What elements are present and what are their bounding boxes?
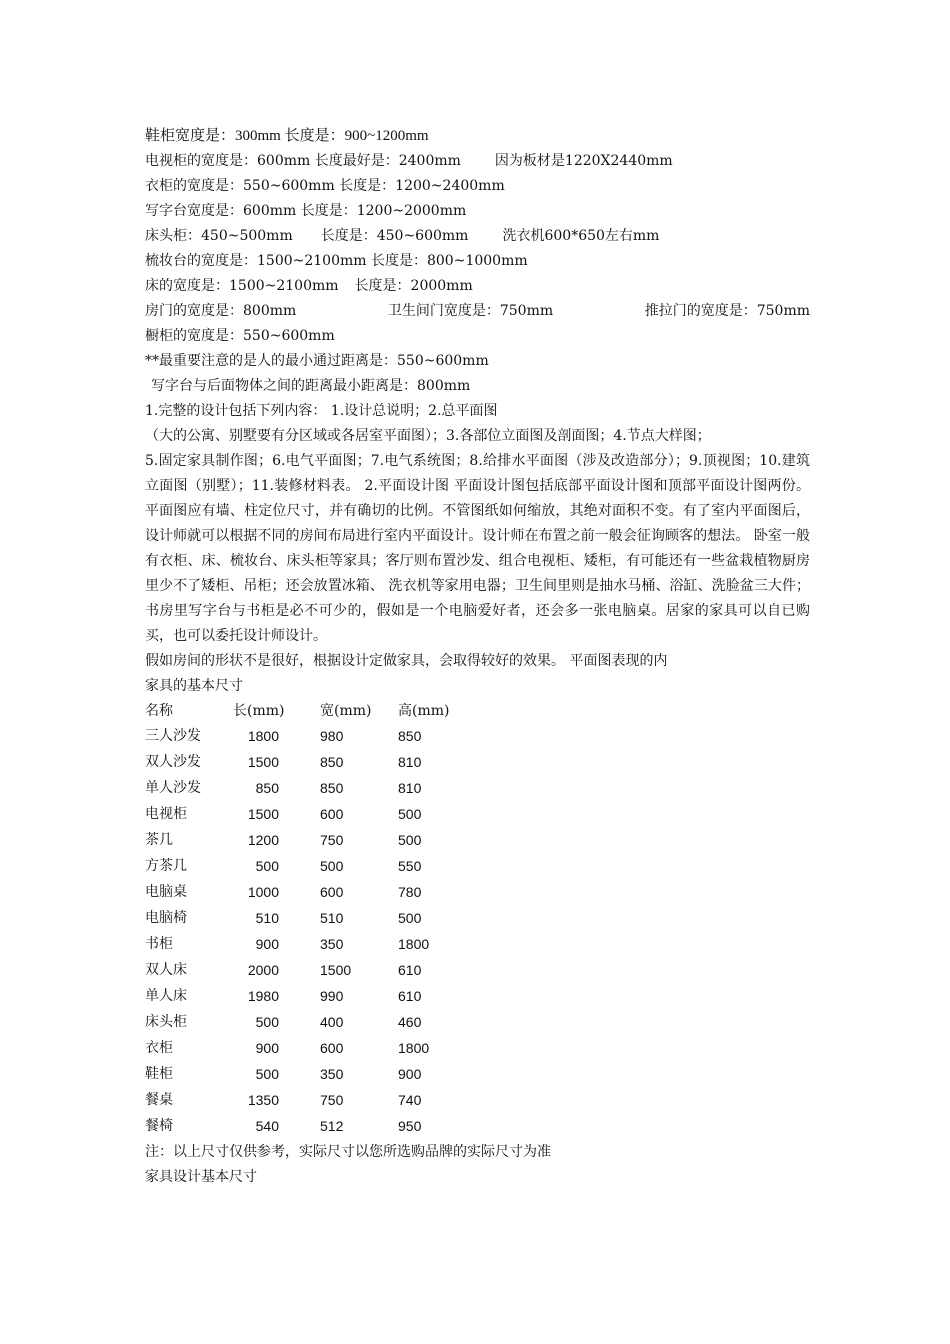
cell-name: 单人床 [145,988,187,1004]
furniture-size-table [145,699,456,1140]
table-row [145,724,456,750]
table-row [145,984,456,1010]
table-row [145,1062,456,1088]
cell-name: 双人床 [145,962,187,978]
bed-width-text: 床的宽度是：1500~2100mm [145,278,339,294]
cell-width: 750 [320,1092,344,1108]
drawings-list-paragraph: （大的公寓、别墅要有分区域或各居室平面图）；3.各部位立面图及剖面图；4.节点大样图； [145,428,711,444]
table-row [145,1036,456,1062]
cell-length: 500 [255,858,279,874]
cell-length: 1200 [247,832,279,848]
desk-distance-line: 写字台与后面物体之间的距离最小距离是：800mm [151,378,471,394]
cell-width: 750 [320,832,344,848]
cell-width: 400 [320,1014,344,1030]
cell-width: 980 [320,728,344,744]
cell-width: 850 [320,780,344,796]
cell-width: 850 [320,754,344,770]
header-height: 高(mm) [398,703,450,719]
dresser-line: 梳妆台的宽度是：1500~2100mm 长度是：800~1000mm [145,253,528,269]
cell-height: 500 [398,832,422,848]
cell-height: 740 [398,1092,422,1108]
cell-name: 方茶几 [145,858,187,874]
cell-length: 1500 [247,754,279,770]
cell-height: 810 [398,780,422,796]
cell-width: 500 [320,858,344,874]
bedside-length-text: 长度是：450~600mm [320,228,469,244]
cell-name: 衣柜 [145,1040,173,1056]
cell-length: 850 [255,780,279,796]
header-width: 宽(mm) [320,703,372,719]
washer-text: 洗衣机600*650左右mm [502,228,660,244]
cell-height: 610 [398,962,422,978]
cell-name: 书柜 [145,936,173,952]
cell-width: 510 [320,910,344,926]
table-header-row [145,699,456,724]
cell-length: 1350 [247,1092,279,1108]
table-row [145,854,456,880]
cell-length: 1980 [247,988,279,1004]
cell-name: 双人沙发 [145,754,201,770]
reference-note: 注：以上尺寸仅供参考，实际尺寸以您所选购品牌的实际尺寸为准 [145,1144,551,1160]
cell-name: 鞋柜 [145,1066,173,1082]
cell-name: 电脑椅 [145,910,187,926]
custom-furniture-line: 假如房间的形状不是很好，根据设计定做家具，会取得较好的效果。 平面图表现的内 [145,653,668,669]
cell-length: 2000 [247,962,279,978]
cell-height: 1800 [398,1040,430,1056]
bed-line [145,274,810,299]
table-row [145,1010,456,1036]
wardrobe-line: 衣柜的宽度是：550~600mm 长度是：1200~2400mm [145,178,505,194]
room-door-text: 房门的宽度是：800mm [145,303,297,319]
cell-length: 1500 [247,806,279,822]
furniture-size-heading: 家具的基本尺寸 [145,678,243,694]
header-name: 名称 [145,703,173,719]
cell-width: 600 [320,884,344,900]
cell-length: 900 [255,936,279,952]
header-length: 长(mm) [233,703,285,719]
table-row [145,958,456,984]
cell-name: 茶几 [145,832,173,848]
table-row [145,1088,456,1114]
cell-height: 550 [398,858,422,874]
cell-height: 810 [398,754,422,770]
door-widths-line [145,299,810,324]
bed-length-text: 长度是：2000mm [354,278,473,294]
cell-width: 512 [320,1118,344,1134]
cell-height: 610 [398,988,422,1004]
cell-length: 510 [255,910,279,926]
table-row [145,932,456,958]
cell-name: 单人沙发 [145,780,201,796]
desk-line: 写字台宽度是：600mm 长度是：1200~2000mm [145,203,467,219]
cell-length: 1800 [247,728,279,744]
cell-name: 电脑桌 [145,884,187,900]
cell-name: 餐桌 [145,1092,173,1108]
cell-height: 900 [398,1066,422,1082]
footer-title: 家具设计基本尺寸 [145,1169,257,1185]
cell-height: 780 [398,884,422,900]
cell-name: 三人沙发 [145,728,201,744]
bedside-width-text: 床头柜：450~500mm [145,228,293,244]
cell-height: 500 [398,910,422,926]
kitchen-cabinet-line: 橱柜的宽度是：550~600mm [145,328,335,344]
cell-width: 1500 [320,962,352,978]
cell-length: 500 [255,1066,279,1082]
table-row [145,776,456,802]
cell-height: 950 [398,1118,422,1134]
cell-height: 850 [398,728,422,744]
cell-length: 900 [255,1040,279,1056]
table-row [145,750,456,776]
table-row [145,906,456,932]
cell-name: 床头柜 [145,1014,187,1030]
cell-length: 540 [255,1118,279,1134]
table-row [145,828,456,854]
document-body [145,124,810,1190]
cell-width: 990 [320,988,344,1004]
cell-length: 500 [255,1014,279,1030]
cell-width: 600 [320,1040,344,1056]
shoe-cabinet-line: 鞋柜宽度是：300mm 长度是：900~1200mm [145,128,429,144]
cell-name: 电视柜 [145,806,187,822]
board-size-text: 因为板材是1220X2440mm [494,153,673,169]
plan-design-paragraph: 5.固定家具制作图；6.电气平面图；7.电气系统图；8.给排水平面图（涉及改造部分）；9.顶视图；10.建筑立面图（别墅）；11.装修材料表。 2.平面设计图 平面设计图包括底部平面设计图和顶部平面设计图两份。平面图应有墙、柱定位尺寸，并有确切的比例。不管图纸如何缩放，其绝对面积不变。有了室内平面图后，设计师就可以根据不同的房间布局进行室内平面设计。设计师在布置之前一般会征询顾客的想法。 卧室一般有衣柜、床、梳妆台、床头柜等家具；客厅则布置沙发、组合电视柜、矮柜，有可能还有一些盆栽植物厨房里少不了矮柜、吊柜；还会放置冰箱、 洗衣机等家用电器；卫生间里则是抽水马桶、浴缸、洗脸盆三大件；书房里写字台与书柜是必不可少的，假如是一个电脑爱好者，还会多一张电脑桌。居家的家具可以自已购买，也可以委托设计师设计。 [145,453,810,644]
cell-height: 500 [398,806,422,822]
bedside-line [145,224,810,249]
sliding-door-text: 推拉门的宽度是：750mm [644,303,810,319]
tv-cabinet-line [145,149,810,174]
cell-width: 350 [320,1066,344,1082]
design-contents-line: 1.完整的设计包括下列内容： 1.设计总说明；2.总平面图 [145,403,498,419]
table-row [145,880,456,906]
cell-height: 1800 [398,936,430,952]
cell-name: 餐椅 [145,1118,173,1134]
cell-length: 1000 [247,884,279,900]
table-row [145,802,456,828]
cell-width: 600 [320,806,344,822]
tv-cabinet-text: 电视柜的宽度是：600mm 长度最好是：2400mm [145,153,461,169]
table-row [145,1114,456,1140]
cell-width: 350 [320,936,344,952]
passage-distance-line: **最重要注意的是人的最小通过距离是：550~600mm [145,353,489,369]
bathroom-door-text: 卫生间门宽度是：750mm [387,303,554,319]
cell-height: 460 [398,1014,422,1030]
